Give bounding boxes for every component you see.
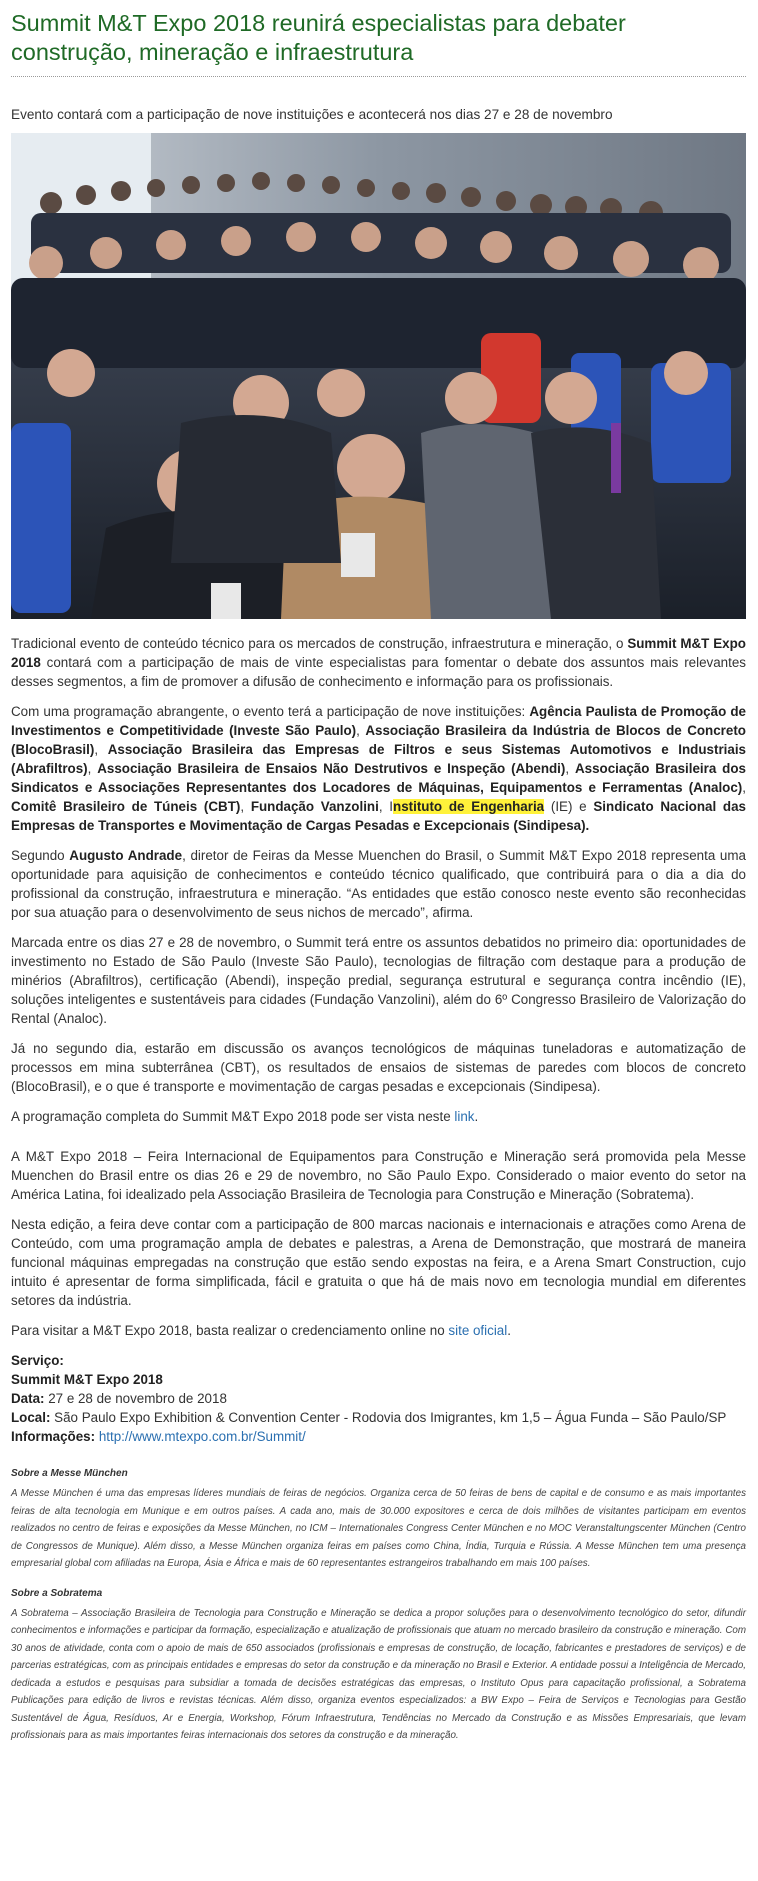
about-sobratema-text: A Sobratema – Associação Brasileira de Tecnologia para Construção e Mineração se dedica a propor soluções para o desenvolvimento tecnológico do setor, difundir conhecimentos e informações e participar da formação, especialização e atualização de profissionais que atuam no mercado brasileiro da construção e mineração. Com 30 anos de atividade, conta com o apoio de mais de 650 associados (profissionais e empresas de construção, de locação, fabricantes e prestadores de serviços) e de parcerias estratégicas, com as principais entidades e empresas do setor da construção e da mineração no Brasil e Exterior. A entidade possui a Inteligência de Mercado, dedicada a estudos e pesquisas para subsidiar a tomada de decisões estratégicas das empresas, o Instituto Opus para capacitação profissional, a Sobratema Publicações para edição de livros e revistas técnicas. Além disso, organiza eventos especializados: a BW Expo – Feira de Serviços e Tecnologias para Gestão Sustentável de Água, Resíduos, Ar e Energia, Workshop, Fórum Infraestrutura, Tendências no Mercado da Construção e as Missões Empresariais, que levam profissionais para as mais importantes feiras internacionais dos setores da construção e da mineração.	[11, 1607, 746, 1741]
paragraph-day-two: Já no segundo dia, estarão em discussão os avanços tecnológicos de máquinas tuneladoras e automatização de processos em mina subterrânea (CBT), os resultados de ensaios de sistemas de paredes com blocos de concreto (BlocoBrasil), e o que é transporte e movimentação de cargas pesadas e excepcionais (Sindipesa).	[11, 1041, 746, 1094]
date-label: Data:	[11, 1391, 45, 1406]
paragraph-edition: Nesta edição, a feira deve contar com a participação de 800 marcas nacionais e internacionais e atrações como Arena de Conteúdo, com uma programação ampla de debates e palestras, a Arena de Demonstração, que mostrará de maneira funcional máquinas empregadas na construção que estão sendo expostas na feira, e a Arena Smart Construction, cujo intuito é apresentar de forma simplificada, fácil e gratuita o que há de mais novo em tecnologia mundial em diferentes setores da indústria.	[11, 1217, 746, 1308]
text: Segundo	[11, 848, 70, 863]
separator: ,	[565, 761, 575, 776]
institution-cbt: Comitê Brasileiro de Túneis (CBT)	[11, 799, 241, 814]
text: Para visitar a M&T Expo 2018, basta realizar o credenciamento online no	[11, 1323, 449, 1338]
separator: ,	[87, 761, 98, 776]
text: , diretor de Feiras da Messe Muenchen do Brasil, o Summit M&T Expo 2018 representa uma oportunidade para aquisição de conhecimentos e conteúdo técnico qualificado, que contribuirá para o dia a dia do profissional da construção, infraestrutura e mineração. “As entidades que estão conosco neste evento são reconhecidas por sua atuação para o desenvolvimento de seus nichos de mercado”, afirma.	[11, 848, 746, 920]
text: A programação completa do Summit M&T Expo 2018 pode ser vista neste	[11, 1109, 455, 1124]
separator: ,	[742, 780, 746, 795]
separator: ,	[356, 723, 366, 738]
paragraph-expo: A M&T Expo 2018 – Feira Internacional de Equipamentos para Construção e Mineração será promovida pela Messe Muenchen do Brasil entre os dias 26 e 29 de novembro, no São Paulo Expo. Considerado o maior evento do setor na América Latina, foi idealizado pela Associação Brasileira de Tecnologia para Construção e Mineração (Sobratema).	[11, 1149, 746, 1202]
paragraph-day-one: Marcada entre os dias 27 e 28 de novembro, o Summit terá entre os assuntos debatidos no primeiro dia: oportunidades de investimento no Estado de São Paulo (Investe São Paulo), tecnologias de filtração com destaque para a produção de minérios (Abrafiltros), certificação (Abendi), inspeção predial, segurança estrutural e segurança contra incêndio (IE), soluções inteligentes e sustentáveis para cidades (Fundação Vanzolini), além do 6º Congresso Brasileiro de Valorização do Rental (Analoc).	[11, 935, 746, 1026]
location-value: São Paulo Expo Exhibition & Convention Center - Rodovia dos Imigrantes, km 1,5 – Água Funda – São Paulo/SP	[50, 1410, 727, 1425]
date-value: 27 e 28 de novembro de 2018	[44, 1391, 227, 1406]
about-messe-text: A Messe München é uma das empresas líderes mundiais de feiras de negócios. Organiza cerca de 50 feiras de bens de capital e de consumo e as mais importantes feiras de alta tecnologia em Munique e em outros países. A cada ano, mais de 30.000 expositores e cerca de dois milhões de visitantes participam em eventos realizados no centro de feiras e exposições da Messe München, no ICM – Internationales Congress Center München e no MOC Veranstaltungscenter München (Centro de Congressos de Munique). Além disso, a Messe München organiza feiras em países como China, Índia, Turquia e Rússia. A Messe München tem uma presença empresarial global com afiliadas na Europa, Ásia e África e mais de 60 representantes estrangeiros trabalhando em mais 100 países.	[11, 1488, 746, 1569]
person-name: Augusto Andrade	[69, 848, 183, 863]
program-link[interactable]: link	[454, 1109, 475, 1124]
audience-photo-illustration	[11, 133, 746, 619]
paragraph-quote	[11, 846, 746, 922]
about-messe-title: Sobre a Messe München	[11, 1468, 128, 1479]
separator: ,	[94, 742, 108, 757]
about-sobratema-title: Sobre a Sobratema	[11, 1587, 103, 1599]
paragraph-intro	[11, 634, 746, 691]
title-divider	[11, 76, 746, 77]
article-body	[11, 634, 746, 1756]
institution-analoc: Associação Brasileira dos Sindicatos e Associações Representantes dos Locadores de Máquinas, Equipamentos e Ferramentas (Analoc)	[11, 761, 746, 795]
text: .	[474, 1109, 479, 1124]
text: .	[507, 1323, 511, 1338]
institution-abrafiltros: Associação Brasileira das Empresas de Filtros e seus Sistemas Automotivos e Industriais (Abrafiltros)	[11, 742, 746, 776]
service-label: Serviço:	[11, 1353, 64, 1368]
info-label: Informações:	[11, 1429, 96, 1444]
official-site-link[interactable]: site oficial	[448, 1323, 508, 1338]
spacer	[11, 1137, 746, 1147]
paragraph-institutions	[11, 702, 746, 835]
separator: ,	[240, 799, 251, 814]
article-subtitle: Evento contará com a participação de nove instituições e acontecerá nos dias 27 e 28 de novembro	[11, 107, 613, 122]
institution-abendi: Associação Brasileira de Ensaios Não Destrutivos e Inspeção (Abendi)	[97, 761, 566, 776]
service-event: Summit M&T Expo 2018	[11, 1372, 163, 1387]
separator: , I	[378, 799, 394, 814]
text: contará com a participação de mais de vinte especialistas para fomentar o debate dos assuntos mais relevantes desses segmentos, a fim de promover a difusão de conhecimento e informação para os profissionais.	[11, 655, 746, 689]
info-url-link[interactable]: http://www.mtexpo.com.br/Summit/	[98, 1429, 306, 1444]
service-info	[11, 1351, 746, 1446]
article-title: Summit M&T Expo 2018 reunirá especialistas para debater construção, mineração e infraestrutura	[11, 10, 626, 65]
text: Tradicional evento de conteúdo técnico para os mercados de construção, infraestrutura e mineração, o	[11, 636, 628, 651]
event-name: Summit M&T Expo 2018	[11, 636, 746, 670]
location-label: Local:	[11, 1410, 51, 1425]
institution-sindipesa: Sindicato Nacional das Empresas de Transportes e Movimentação de Cargas Pesadas e Excepcionais (Sindipesa).	[11, 799, 747, 833]
institution-ie-highlighted: nstituto de Engenharia	[393, 799, 545, 814]
institution-vanzolini: Fundação Vanzolini	[250, 799, 379, 814]
article-photo	[11, 133, 746, 619]
institution-investe-sp: Agência Paulista de Promoção de Investimentos e Competitividade (Investe São Paulo)	[11, 704, 746, 738]
separator: (IE) e	[544, 799, 594, 814]
paragraph-program-link	[11, 1107, 746, 1126]
paragraph-visit	[11, 1321, 746, 1340]
institution-blocobrasil: Associação Brasileira da Indústria de Blocos de Concreto (BlocoBrasil)	[11, 723, 746, 757]
text: Com uma programação abrangente, o evento terá a participação de nove instituições:	[11, 704, 530, 719]
